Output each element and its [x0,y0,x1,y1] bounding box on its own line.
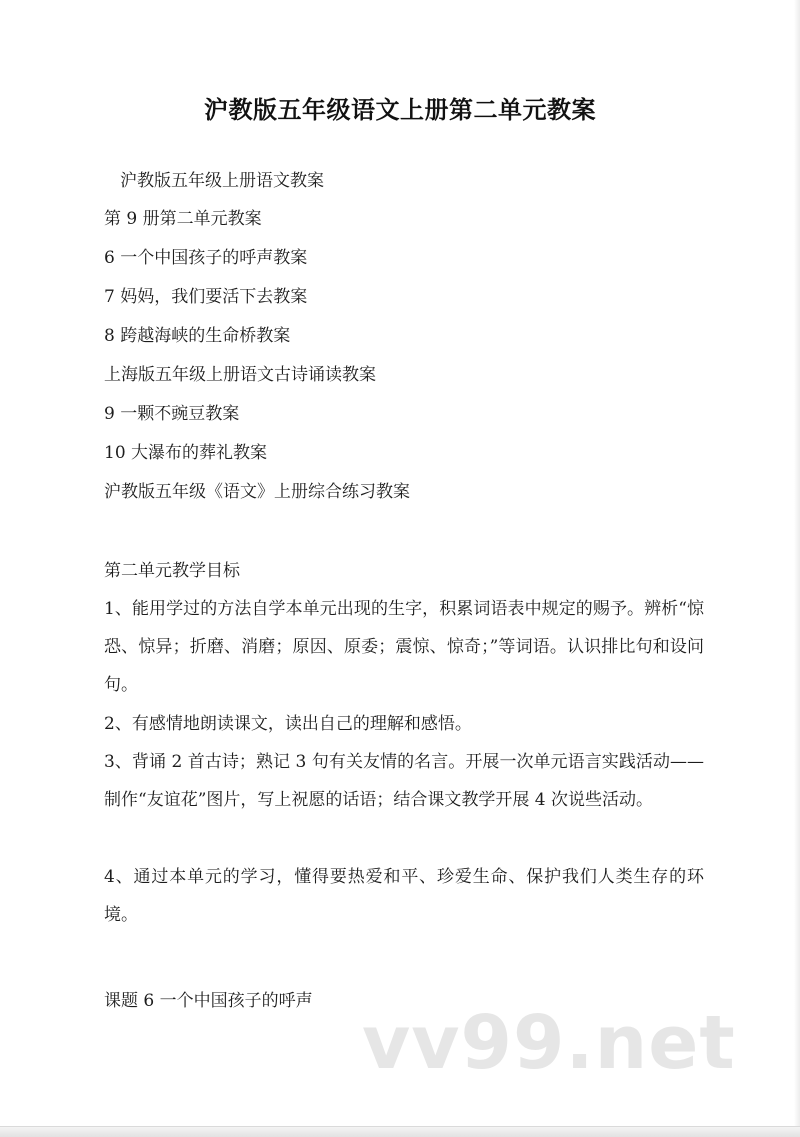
lesson-heading: 课题 6 一个中国孩子的呼声 [104,991,313,1011]
toc-line: 6 一个中国孩子的呼声教案 [104,248,308,268]
toc-line: 沪教版五年级上册语文教案 [120,171,324,191]
toc-line: 9 一颗不豌豆教案 [104,404,240,424]
goal-paragraph: 1、能用学过的方法自学本单元出现的生字，积累词语表中规定的赐予。辨析“惊恐、惊异；折磨、消磨；原因、原委；震惊、惊奇；”等词语。认识排比句和设问句。 [104,599,704,695]
goals-heading: 第二单元教学目标 [104,561,240,581]
toc-line: 上海版五年级上册语文古诗诵读教案 [104,365,376,385]
toc-line: 8 跨越海峡的生命桥教案 [104,326,291,346]
page-bottom-border [0,1126,800,1137]
toc-line: 7 妈妈，我们要活下去教案 [104,287,308,307]
toc-line: 沪教版五年级《语文》上册综合练习教案 [104,482,410,502]
watermark: vv99.net [362,1000,736,1086]
document-title: 沪教版五年级语文上册第二单元教案 [204,96,596,124]
goal-paragraph: 4、通过本单元的学习，懂得要热爱和平、珍爱生命、保护我们人类生存的环境。 [104,867,704,925]
toc-line: 10 大瀑布的葬礼教案 [104,443,268,463]
goal-paragraph: 2、有感情地朗读课文，读出自己的理解和感悟。 [104,714,472,734]
page-edge-shadow [794,0,800,1137]
toc-line: 第 9 册第二单元教案 [104,209,262,229]
goal-paragraph: 3、背诵 2 首古诗；熟记 3 句有关友情的名言。开展一次单元语言实践活动——制作“友谊花”图片，写上祝愿的话语；结合课文教学开展 4 次说些活动。 [104,752,704,810]
